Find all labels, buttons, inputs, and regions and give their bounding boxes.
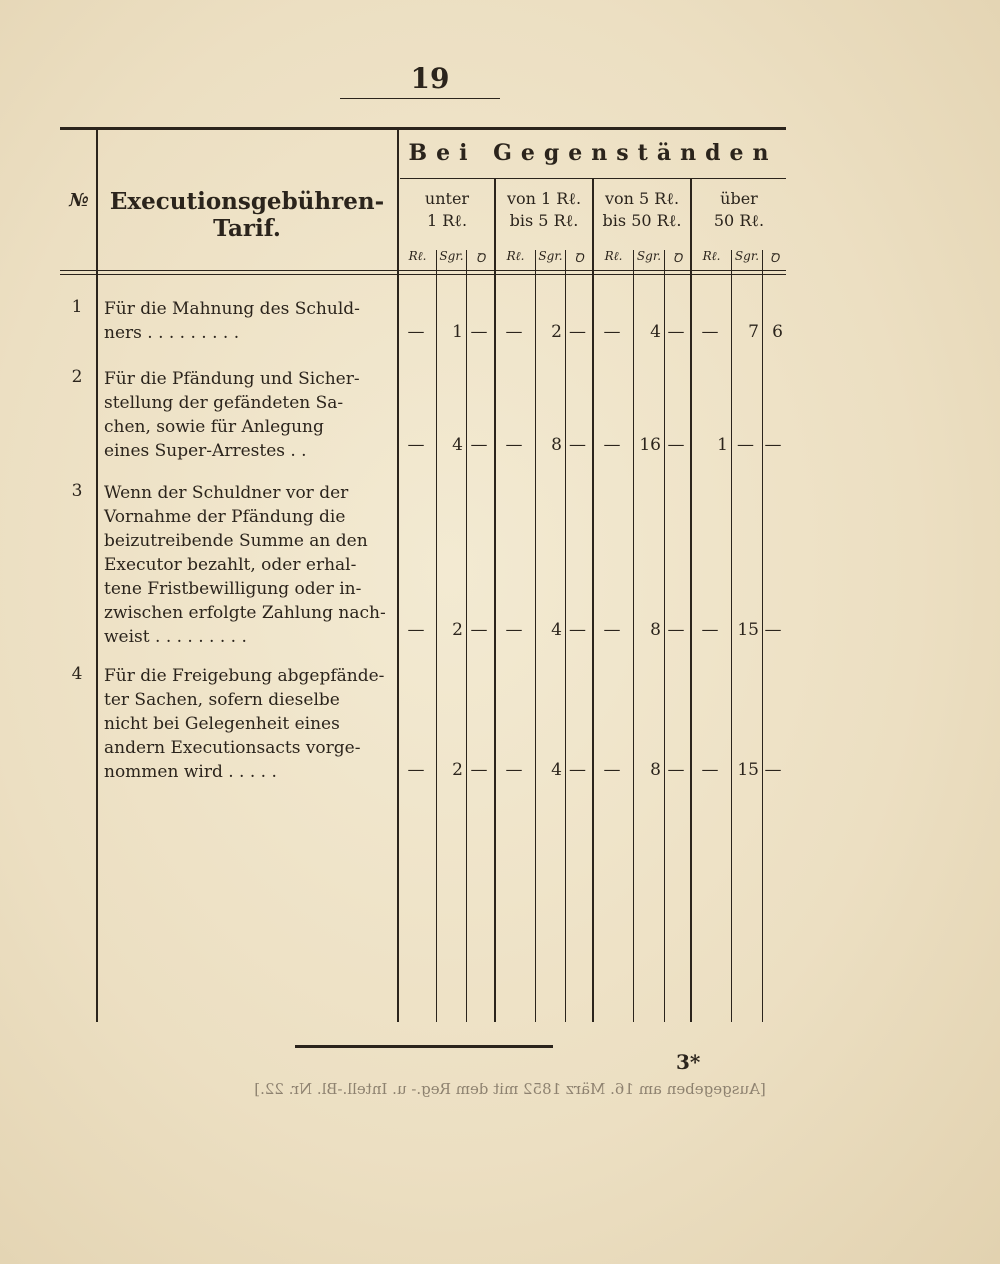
fee-cell-pf: — bbox=[667, 620, 685, 640]
fee-cell-sgr: 4 bbox=[650, 322, 661, 342]
group-header-line: bis 50 Rℓ. bbox=[602, 211, 682, 230]
col-divider-group1 bbox=[494, 178, 496, 1022]
description-line: nommen wird . . . . . bbox=[104, 762, 277, 782]
fee-cell-rt: — bbox=[407, 620, 425, 640]
fee-cell-pf: — bbox=[569, 620, 586, 640]
description-line: beizutreibende Summe an den bbox=[104, 531, 368, 551]
fee-cell-pf: — bbox=[667, 322, 685, 342]
fee-cell-rt: — bbox=[505, 435, 523, 455]
number-column-header: № bbox=[69, 190, 89, 211]
fee-cell-sgr: 4 bbox=[551, 760, 562, 780]
fee-cell-pf: — bbox=[569, 322, 586, 342]
description-line: andern Executionsacts vorge- bbox=[104, 738, 361, 758]
table-top-rule bbox=[60, 127, 786, 130]
fee-cell-pf: — bbox=[470, 760, 488, 780]
fee-cell-pf: — bbox=[470, 322, 488, 342]
fee-cell-sgr: 15 bbox=[737, 620, 759, 640]
page-number-rule bbox=[340, 98, 500, 99]
fee-cell-pf: — bbox=[470, 620, 488, 640]
group-header-3 bbox=[594, 188, 690, 232]
unit-header-sgr: Sgr. bbox=[734, 249, 760, 263]
group-header-line: 1 Rℓ. bbox=[426, 211, 468, 230]
bleed-through-text: [Ausgegeben am 16. März 1852 mit dem Reg.- u. Intell.-Bl. Nr. 22.] bbox=[254, 1080, 766, 1098]
col-divider-group3 bbox=[690, 178, 692, 1022]
unit-header-pf: Ꝺ bbox=[574, 251, 584, 265]
fee-cell-pf: — bbox=[764, 435, 782, 455]
description-line: Für die Pfändung und Sicher- bbox=[104, 369, 360, 389]
row-description bbox=[104, 481, 390, 649]
group-header-line: unter bbox=[424, 189, 470, 208]
fee-cell-sgr: 15 bbox=[737, 760, 759, 780]
fee-cell-pf: — bbox=[764, 760, 782, 780]
group-header-line: von 5 Rℓ. bbox=[604, 189, 680, 208]
row-description bbox=[104, 367, 390, 463]
tarif-column-header: Executionsgebühren-Tarif. bbox=[109, 188, 385, 242]
fee-cell-sgr: 2 bbox=[452, 760, 463, 780]
unit-header-pf: Ꝺ bbox=[769, 251, 780, 265]
fee-cell-sgr: 4 bbox=[551, 620, 562, 640]
row-description bbox=[104, 664, 390, 784]
fee-cell-rt: — bbox=[701, 620, 719, 640]
group-header-line: von 1 Rℓ. bbox=[506, 189, 582, 208]
description-line: chen, sowie für Anlegung bbox=[104, 417, 324, 437]
fee-cell-sgr: 4 bbox=[452, 435, 463, 455]
bottom-rule bbox=[295, 1045, 553, 1048]
fee-cell-sgr: 16 bbox=[639, 435, 661, 455]
row-description bbox=[104, 297, 390, 345]
unit-header-rt: Rℓ. bbox=[506, 249, 525, 263]
fee-cell-sgr: 1 bbox=[452, 322, 463, 342]
group-header-line: über bbox=[720, 189, 758, 208]
unit-header-pf: Ꝺ bbox=[672, 251, 683, 265]
signature-mark: 3* bbox=[676, 1050, 701, 1074]
description-line: Für die Freigebung abgepfände- bbox=[104, 666, 385, 686]
fee-cell-sgr: — bbox=[737, 435, 754, 455]
group-header-1 bbox=[400, 188, 494, 232]
fee-cell-rt: — bbox=[407, 435, 425, 455]
fee-cell-pf: — bbox=[667, 760, 685, 780]
group-header-line: 50 Rℓ. bbox=[713, 211, 765, 230]
description-line: Wenn der Schuldner vor der bbox=[104, 483, 349, 503]
unit-header-sgr: Sgr. bbox=[636, 249, 662, 263]
fee-cell-rt: — bbox=[603, 435, 621, 455]
header-bottom-rule-2 bbox=[60, 274, 786, 275]
description-line: eines Super-Arrestes . . bbox=[104, 441, 307, 461]
description-line: ners . . . . . . . . . bbox=[104, 323, 240, 343]
fee-cell-rt: — bbox=[505, 322, 523, 342]
group-header-2 bbox=[496, 188, 592, 232]
fee-cell-rt: — bbox=[505, 620, 523, 640]
fee-cell-sgr: 8 bbox=[650, 760, 661, 780]
group-title: Bei Gegenständen bbox=[408, 140, 778, 166]
row-number: 1 bbox=[71, 297, 83, 317]
row-number: 2 bbox=[71, 367, 83, 387]
fee-cell-rt: — bbox=[603, 760, 621, 780]
fee-cell-rt: — bbox=[603, 322, 621, 342]
unit-header-rt: Rℓ. bbox=[408, 249, 427, 263]
fee-cell-sgr: 8 bbox=[551, 435, 562, 455]
fee-cell-pf: — bbox=[569, 760, 586, 780]
description-line: tene Fristbewilligung oder in- bbox=[104, 579, 362, 599]
fee-cell-rt: — bbox=[505, 760, 523, 780]
fee-cell-rt: — bbox=[407, 760, 425, 780]
fee-cell-pf: — bbox=[667, 435, 685, 455]
fee-cell-rt: — bbox=[701, 760, 719, 780]
fee-cell-pf: — bbox=[764, 620, 782, 640]
unit-header-pf: Ꝺ bbox=[475, 251, 486, 265]
fee-cell-sgr: 2 bbox=[551, 322, 562, 342]
row-number: 4 bbox=[71, 664, 83, 684]
fee-cell-sgr: 2 bbox=[452, 620, 463, 640]
unit-header-sgr: Sgr. bbox=[439, 249, 464, 263]
description-line: zwischen erfolgte Zahlung nach- bbox=[104, 603, 386, 623]
description-line: Executor bezahlt, oder erhal- bbox=[104, 555, 357, 575]
fee-cell-sgr: 8 bbox=[650, 620, 661, 640]
col-divider-group2 bbox=[592, 178, 594, 1022]
fee-cell-rt: 1 bbox=[717, 435, 728, 455]
description-line: nicht bei Gelegenheit eines bbox=[104, 714, 340, 734]
group-header-4 bbox=[692, 188, 786, 232]
group-header-line: bis 5 Rℓ. bbox=[509, 211, 579, 230]
description-line: Vornahme der Pfändung die bbox=[104, 507, 346, 527]
description-line: ter Sachen, sofern dieselbe bbox=[104, 690, 340, 710]
unit-header-rt: Rℓ. bbox=[702, 249, 721, 263]
fee-cell-rt: — bbox=[603, 620, 621, 640]
row-number: 3 bbox=[71, 481, 83, 501]
fee-cell-rt: — bbox=[407, 322, 425, 342]
unit-header-sgr: Sgr. bbox=[538, 249, 563, 263]
page-number: 19 bbox=[410, 62, 450, 95]
description-line: stellung der gefändeten Sa- bbox=[104, 393, 344, 413]
fee-cell-pf: — bbox=[470, 435, 488, 455]
fee-cell-pf: 6 bbox=[772, 322, 783, 342]
description-line: Für die Mahnung des Schuld- bbox=[104, 299, 360, 319]
description-line: weist . . . . . . . . . bbox=[104, 627, 247, 647]
header-bottom-rule bbox=[60, 270, 786, 271]
col-divider-number bbox=[96, 130, 98, 1022]
fee-cell-rt: — bbox=[701, 322, 719, 342]
fee-cell-pf: — bbox=[569, 435, 586, 455]
fee-cell-sgr: 7 bbox=[748, 322, 759, 342]
unit-header-rt: Rℓ. bbox=[604, 249, 623, 263]
